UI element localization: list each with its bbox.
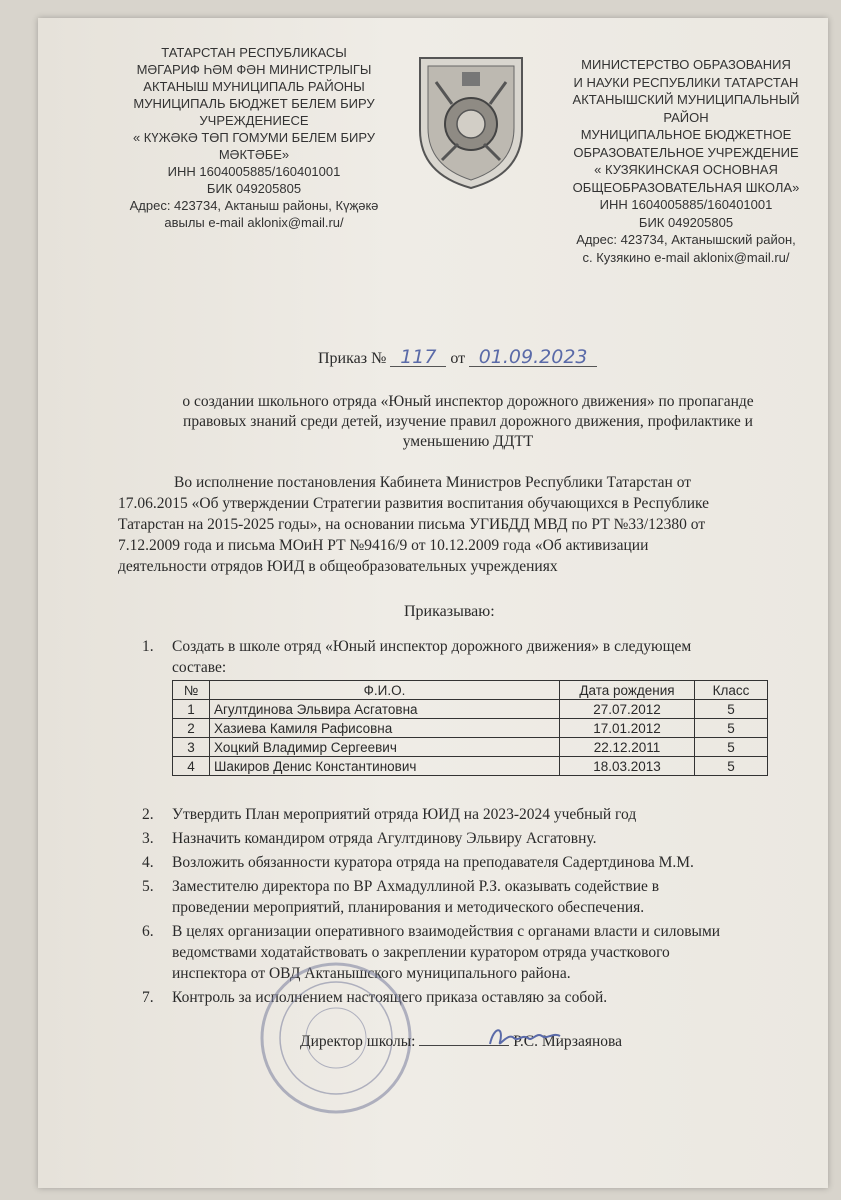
header-right-line: АКТАНЫШСКИЙ МУНИЦИПАЛЬНЫЙ	[572, 92, 800, 107]
item-line: Заместителю директора по ВР Ахмадуллиной Р.З. оказывать содействие в	[172, 878, 660, 895]
item-line: Создать в школе отряд «Юный инспектор дорожного движения» в следующем	[172, 638, 692, 655]
item-text	[172, 828, 792, 849]
list-item	[142, 987, 792, 1008]
table-cell: 2	[173, 719, 210, 738]
signature-block	[300, 1031, 622, 1051]
preamble-paragraph	[118, 472, 798, 577]
header-left-line: « КҮЖӘКӘ ТӨП ГОМУМИ БЕЛЕМ БИРУ	[132, 130, 376, 145]
table-cell: 5	[695, 738, 768, 757]
item-line: В целях организации оперативного взаимодействия с органами власти и силовыми	[172, 923, 721, 940]
coat-of-arms-icon	[412, 52, 530, 192]
header-right-line: И НАУКИ РЕСПУБЛИКИ ТАТАРСТАН	[573, 74, 799, 90]
order-number: 117	[390, 348, 446, 367]
list-item	[142, 876, 792, 918]
table-cell: 5	[695, 700, 768, 719]
list-item	[142, 852, 792, 873]
item-number: 6.	[142, 923, 154, 940]
header-left-line: МӘКТӘБЕ»	[218, 147, 290, 162]
preamble-line: 17.06.2015 «Об утверждении Стратегии развития воспитания обучающихся в Республике	[118, 495, 710, 512]
table-cell: 22.12.2011	[560, 738, 695, 757]
item-line: инспектора от ОВД Актанышского муниципального района.	[172, 965, 571, 982]
header-right-block	[550, 56, 822, 266]
item-line: Возложить обязанности куратора отряда на преподавателя Садертдинова М.М.	[172, 854, 694, 871]
item-line: составе:	[172, 659, 227, 676]
header-right-line: ОБРАЗОВАТЕЛЬНОЕ УЧРЕЖДЕНИЕ	[573, 144, 799, 160]
item-line: Назначить командиром отряда Агултдинову Эльвиру Асгатовну.	[172, 830, 597, 847]
header-left-line: ИНН 1604005885/160401001	[167, 164, 341, 179]
item-line: проведении мероприятий, планирования и методического обеспечения.	[172, 899, 645, 916]
header-right-line: БИК 049205805	[638, 214, 734, 230]
header-left-line: МӘГАРИФ ҺӘМ ФӘН МИНИСТРЛЫГЫ	[136, 62, 372, 77]
header-right-line: с. Кузякино e-mail aklonix@mail.ru/	[582, 249, 790, 265]
header-left-line: Адрес: 423734, Актаныш районы, Күҗәкә	[129, 198, 379, 213]
item-number: 4.	[142, 854, 154, 871]
item-line: Контроль за исполнением настоящего приказа оставляю за собой.	[172, 989, 608, 1006]
table-row	[173, 738, 768, 757]
order-title	[318, 348, 648, 368]
table-cell: 1	[173, 700, 210, 719]
header-left-line: АКТАНЫШ МУНИЦИПАЛЬ РАЙОНЫ	[143, 79, 365, 94]
header-right-line: РАЙОН	[663, 109, 709, 125]
item-number: 7.	[142, 989, 154, 1006]
list-item	[142, 828, 792, 849]
table-cell: Хоцкий Владимир Сергеевич	[210, 738, 560, 757]
table-cell: 5	[695, 757, 768, 776]
table-row	[173, 757, 768, 776]
header-left-line: авылы e-mail aklonix@mail.ru/	[164, 215, 344, 230]
signature-role: Директор школы:	[300, 1033, 416, 1050]
header-left-line: МУНИЦИПАЛЬ БЮДЖЕТ БЕЛЕМ БИРУ	[133, 96, 375, 111]
item-number: 5.	[142, 878, 154, 895]
subject-line: правовых знаний среди детей, изучение правил дорожного движения, профилактике и	[183, 413, 753, 430]
members-table	[172, 680, 768, 776]
header-right-line: МИНИСТЕРСТВО ОБРАЗОВАНИЯ	[581, 57, 791, 72]
table-cell: Хазиева Камиля Рафисовна	[210, 719, 560, 738]
list-item	[142, 921, 792, 984]
order-items-list	[142, 804, 792, 1011]
column-header: Ф.И.О.	[210, 681, 560, 700]
table-header-row	[173, 681, 768, 700]
table-cell: 3	[173, 738, 210, 757]
item-line: Утвердить План мероприятий отряда ЮИД на 2023-2024 учебный год	[172, 806, 637, 823]
item-text	[172, 876, 792, 918]
table-cell: Агултдинова Эльвира Асгатовна	[210, 700, 560, 719]
header-left-block	[110, 44, 398, 231]
item-number: 3.	[142, 830, 154, 847]
table-cell: 18.03.2013	[560, 757, 695, 776]
header-right-line: МУНИЦИПАЛЬНОЕ БЮДЖЕТНОЕ	[580, 127, 792, 142]
table-cell: Шакиров Денис Константинович	[210, 757, 560, 776]
column-header: Дата рождения	[560, 681, 695, 700]
header-right-line: « КУЗЯКИНСКАЯ ОСНОВНАЯ	[594, 162, 778, 177]
table-cell: 5	[695, 719, 768, 738]
subject-line: уменьшению ДДТТ	[402, 433, 534, 450]
preamble-line: деятельности отрядов ЮИД в общеобразовательных учреждениях	[118, 558, 558, 575]
header-left-line: УЧРЕЖДЕНИЕСЕ	[199, 113, 309, 128]
item-text	[172, 636, 792, 678]
table-row	[173, 700, 768, 719]
subject-line: о создании школьного отряда «Юный инспектор дорожного движения» по пропаганде	[182, 393, 754, 410]
table-cell: 4	[173, 757, 210, 776]
header-left-line: ТАТАРСТАН РЕСПУБЛИКАСЫ	[161, 45, 347, 60]
item-text	[172, 852, 792, 873]
header-left-line: БИК 049205805	[206, 181, 302, 196]
signature-name: Р.С. Мирзаянова	[513, 1033, 623, 1050]
order-from-label: от	[450, 350, 466, 367]
table-row	[173, 719, 768, 738]
order-date: 01.09.2023	[469, 348, 597, 367]
table-cell: 27.07.2012	[560, 700, 695, 719]
item-number: 2.	[142, 806, 154, 823]
header-right-line: ИНН 1604005885/160401001	[599, 197, 773, 212]
preamble-line: 7.12.2009 года и письма МОиН РТ №9416/9 от 10.12.2009 года «Об активизации	[118, 537, 649, 554]
item-number: 1.	[142, 638, 154, 655]
order-subject	[138, 392, 798, 452]
item-text	[172, 804, 792, 825]
prikazyvayu-heading: Приказываю:	[404, 603, 495, 620]
column-header: №	[173, 681, 210, 700]
list-item	[142, 636, 792, 678]
table-cell: 17.01.2012	[560, 719, 695, 738]
header-right-line: Адрес: 423734, Актанышский район,	[576, 232, 796, 247]
preamble-line: Во исполнение постановления Кабинета Министров Республики Татарстан от	[174, 474, 692, 491]
column-header: Класс	[695, 681, 768, 700]
handwritten-signature-icon	[484, 1022, 564, 1052]
list-item	[142, 804, 792, 825]
order-item-list	[142, 636, 792, 678]
item-line: ведомствами ходатайствовать о закреплении куратором отряда участкового	[172, 944, 670, 961]
preamble-line: Татарстан на 2015-2025 годы», на основании письма УГИБДД МВД по РТ №33/12380 от	[118, 516, 706, 533]
header-right-line: ОБЩЕОБРАЗОВАТЕЛЬНАЯ ШКОЛА»	[572, 179, 800, 195]
document-page	[38, 18, 828, 1188]
order-label: Приказ №	[318, 350, 387, 367]
